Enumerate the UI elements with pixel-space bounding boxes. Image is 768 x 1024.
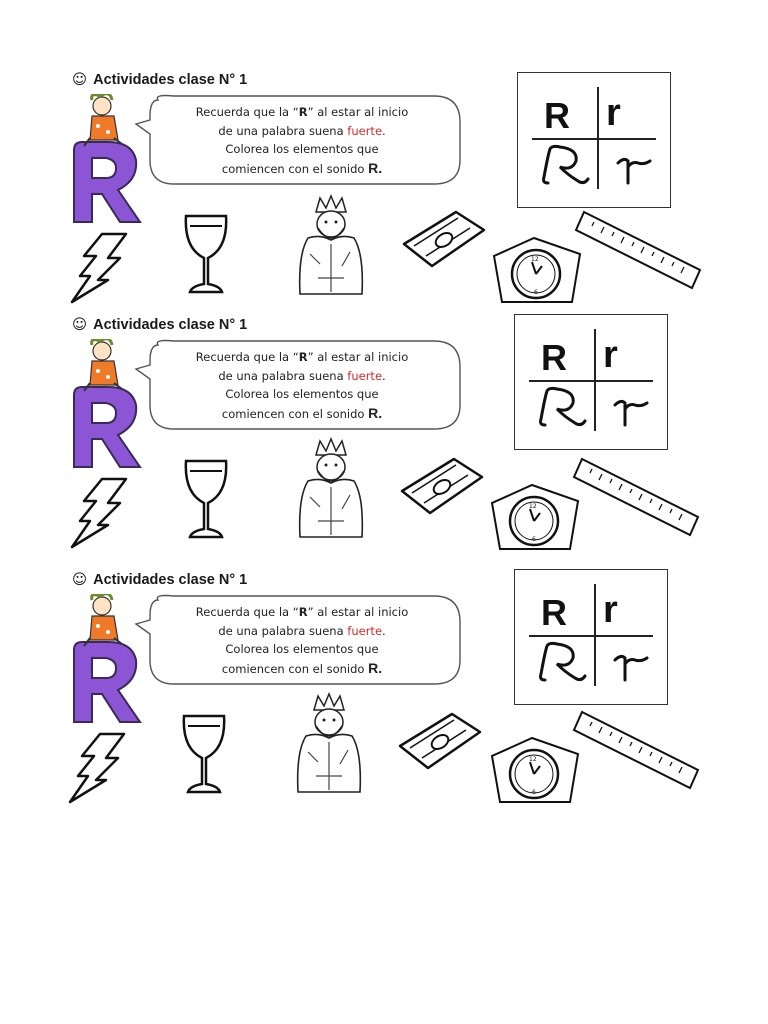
lightning-icon [68, 232, 130, 304]
pencil-sharpener-icon [396, 710, 482, 772]
uppercase-r: R [541, 592, 567, 633]
title-text: Actividades clase N° 1 [93, 572, 248, 588]
grid-horizontal-line [529, 380, 653, 382]
svg-text:6: 6 [532, 789, 536, 796]
worksheet-3 [0, 572, 768, 822]
letter-r-box [517, 72, 671, 208]
cursive-lowercase-r [614, 153, 654, 187]
wine-glass-icon [182, 457, 230, 541]
letter-r-box [514, 569, 668, 705]
lowercase-r: r [603, 589, 618, 631]
wine-glass-icon [182, 212, 230, 296]
cursive-lowercase-r [611, 650, 651, 684]
ruler-icon [574, 208, 704, 294]
wine-glass-icon [180, 712, 228, 796]
uppercase-r: R [544, 95, 570, 136]
cursive-uppercase-r [538, 143, 590, 187]
lowercase-r: r [606, 92, 621, 134]
pencil-sharpener-icon [398, 455, 484, 517]
lowercase-r: r [603, 334, 618, 376]
cursive-uppercase-r [535, 385, 587, 429]
grid-horizontal-line [529, 635, 653, 637]
lightning-icon [68, 477, 130, 549]
cursive-lowercase-r [611, 395, 651, 429]
grid-horizontal-line [532, 138, 656, 140]
smile-icon: ☺ [72, 572, 88, 588]
svg-text:12: 12 [531, 256, 539, 263]
smile-icon: ☺ [72, 317, 88, 333]
king-icon [290, 437, 372, 541]
uppercase-r: R [541, 337, 567, 378]
title-text: Actividades clase N° 1 [93, 317, 248, 333]
instruction-text: Recuerda que la “R” al estar al inicio de una palabra suena fuerte. Colorea los elementos que comiencen con el sonido R. [195, 605, 409, 676]
pencil-sharpener-icon [400, 208, 486, 270]
instruction-text: Recuerda que la “R” al estar al inicio de una palabra suena fuerte. Colorea los elementos que comiencen con el sonido R. [195, 350, 409, 421]
worksheet-title [72, 317, 247, 333]
svg-text:12: 12 [529, 756, 537, 763]
instruction-text: Recuerda que la “R” al estar al inicio de una palabra suena fuerte. Colorea los elementos que comiencen con el sonido R. [195, 105, 409, 176]
svg-text:12: 12 [529, 503, 537, 510]
letter-r-box [514, 314, 668, 450]
king-icon [290, 194, 372, 298]
title-text: Actividades clase N° 1 [93, 72, 248, 88]
ruler-icon [572, 708, 702, 794]
lightning-icon [66, 732, 128, 804]
letter-r-girl-illustration [62, 594, 144, 724]
svg-text:6: 6 [534, 289, 538, 296]
worksheet-1 [0, 72, 768, 322]
letter-r-girl-illustration [62, 339, 144, 469]
ruler-icon [572, 455, 702, 541]
letter-r-girl-illustration [62, 94, 144, 224]
worksheet-title [72, 572, 247, 588]
worksheet-2 [0, 317, 768, 567]
worksheet-title [72, 72, 247, 88]
svg-text:6: 6 [532, 536, 536, 543]
cursive-uppercase-r [535, 640, 587, 684]
king-icon [288, 692, 370, 796]
smile-icon: ☺ [72, 72, 88, 88]
